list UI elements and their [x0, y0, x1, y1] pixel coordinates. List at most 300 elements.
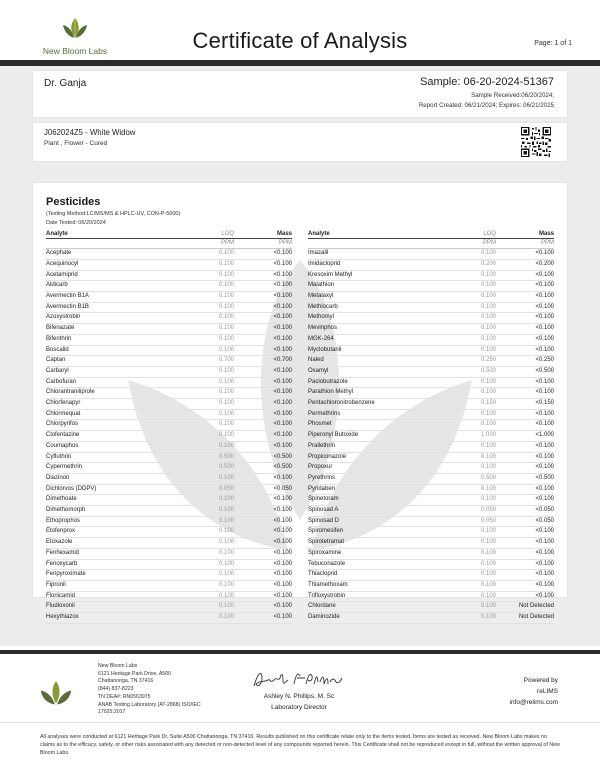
table-row	[308, 581, 554, 592]
mass-cell: <0.100	[244, 431, 292, 442]
mass-cell: <0.100	[244, 570, 292, 581]
loq-cell: 0.250	[458, 356, 506, 367]
analyte-cell: Chlormequat	[46, 409, 196, 420]
loq-cell: 0.100	[458, 313, 506, 324]
table-row	[46, 345, 292, 356]
analyte-cell: Prallethrin	[308, 441, 458, 452]
loq-cell: 0.100	[196, 506, 244, 517]
table-row	[46, 591, 292, 602]
mass-cell: <0.500	[506, 473, 554, 484]
loq-cell: 0.100	[458, 538, 506, 549]
footer-bar	[0, 650, 600, 654]
loq-cell: 0.100	[458, 249, 506, 260]
analyte-cell: Imazalil	[308, 249, 458, 260]
analyte-cell: Thiamethoxam	[308, 581, 458, 592]
lab-logo	[30, 14, 120, 62]
units-row	[308, 238, 554, 249]
loq-cell: 0.100	[196, 345, 244, 356]
loq-cell: 0.100	[458, 441, 506, 452]
mass-cell: <0.050	[506, 516, 554, 527]
analyte-cell: Acequinocyl	[46, 259, 196, 270]
table-row	[308, 484, 554, 495]
loq-cell: 0.100	[458, 527, 506, 538]
loq-cell: 0.100	[196, 516, 244, 527]
loq-cell: 0.100	[458, 292, 506, 303]
table-row	[308, 356, 554, 367]
mass-cell: <0.100	[244, 495, 292, 506]
analyte-cell: Piperonyl Butoxide	[308, 431, 458, 442]
date-tested: Date Tested: 06/20/2024	[46, 220, 106, 226]
mass-cell: <0.100	[506, 302, 554, 313]
logo-text: New Bloom Labs	[42, 46, 108, 56]
analyte-cell: Metalaxyl	[308, 292, 458, 303]
lab-address-line: Chattanooga, TN 37416	[98, 678, 154, 685]
analyte-cell: Etofenprox	[46, 527, 196, 538]
loq-cell: 0.100	[458, 270, 506, 281]
table-row	[46, 548, 292, 559]
table-row	[46, 292, 292, 303]
analyte-cell: Spiromesifen	[308, 527, 458, 538]
analyte-cell: Methomyl	[308, 313, 458, 324]
loq-cell: 0.100	[196, 420, 244, 431]
loq-cell: 1.000	[458, 431, 506, 442]
table-row	[308, 473, 554, 484]
table-row	[46, 377, 292, 388]
mass-cell: <0.100	[244, 548, 292, 559]
report-dates: Report Created: 06/21/2024; Expires: 06/21/2025	[418, 102, 554, 109]
table-row	[46, 452, 292, 463]
sample-id: Sample: 06-20-2024-51367	[420, 76, 554, 88]
table-row	[46, 506, 292, 517]
mass-cell: <0.100	[244, 602, 292, 613]
loq-cell: 0.100	[458, 324, 506, 335]
table-row	[46, 527, 292, 538]
table-row	[46, 399, 292, 410]
loq-unit: PPM	[196, 238, 244, 249]
table-row	[308, 431, 554, 442]
mass-cell: <0.500	[244, 452, 292, 463]
table-row	[46, 313, 292, 324]
table-row	[46, 602, 292, 613]
analyte-cell: Spirotetramat	[308, 538, 458, 549]
analyte-cell: Chlorpyrifos	[46, 420, 196, 431]
mass-cell: <0.100	[506, 538, 554, 549]
lab-address-line: ANAB Testing Laboratory (AT-2868) ISO/IEC	[98, 701, 201, 708]
analyte-cell: Avermectin B1A	[46, 292, 196, 303]
loq-cell: 0.100	[196, 270, 244, 281]
table-row	[46, 366, 292, 377]
mass-cell: <0.050	[506, 506, 554, 517]
loq-cell: 0.100	[196, 399, 244, 410]
table-row	[308, 538, 554, 549]
analyte-cell: Chlorfenapyr	[46, 399, 196, 410]
powered-by-brand[interactable]: reLIMS	[537, 688, 558, 695]
units-blank	[308, 238, 458, 249]
analyte-cell: Flonicamid	[46, 591, 196, 602]
column-header-analyte: Analyte	[46, 230, 196, 238]
table-row	[308, 409, 554, 420]
analyte-cell: Phosmet	[308, 420, 458, 431]
loq-cell: 0.100	[196, 324, 244, 335]
loq-cell: 0.100	[196, 581, 244, 592]
loq-cell: 0.100	[196, 602, 244, 613]
mass-cell: <0.100	[506, 591, 554, 602]
powered-by-email[interactable]: info@relims.com	[509, 699, 558, 706]
signature-image	[250, 668, 350, 692]
lab-address-line: 17025:2017	[98, 709, 126, 716]
mass-cell: <0.500	[506, 366, 554, 377]
table-row	[46, 302, 292, 313]
table-row	[46, 409, 292, 420]
mass-cell: <0.050	[244, 484, 292, 495]
table-row	[46, 538, 292, 549]
mass-cell: <0.200	[506, 259, 554, 270]
loq-cell: 0.100	[458, 548, 506, 559]
analyte-cell: Etoxazole	[46, 538, 196, 549]
loq-cell: 0.500	[458, 366, 506, 377]
loq-cell: 0.100	[196, 538, 244, 549]
loq-cell: 0.100	[196, 559, 244, 570]
analyte-cell: Fipronil	[46, 581, 196, 592]
analyte-cell: Acetamiprid	[46, 270, 196, 281]
mass-cell: <0.100	[506, 420, 554, 431]
table-row	[46, 259, 292, 270]
report-header	[0, 0, 600, 66]
mass-cell: <0.100	[244, 281, 292, 292]
mass-cell: <0.100	[244, 538, 292, 549]
loq-cell: 0.100	[196, 313, 244, 324]
table-row	[308, 249, 554, 260]
mass-cell: <0.100	[244, 506, 292, 517]
analyte-cell: Dichlorvos (DDPV)	[46, 484, 196, 495]
table-row	[46, 249, 292, 260]
product-name: J062024Z5 - White Widow	[44, 128, 136, 137]
table-row	[46, 431, 292, 442]
loq-cell: 0.100	[196, 388, 244, 399]
powered-by-label: Powered by	[523, 677, 558, 684]
analyte-cell: Naled	[308, 356, 458, 367]
table-row	[46, 270, 292, 281]
mass-cell: <0.100	[506, 270, 554, 281]
analyte-cell: Pyridaben	[308, 484, 458, 495]
loq-cell: 0.100	[196, 527, 244, 538]
table-row	[46, 473, 292, 484]
loq-cell: 0.100	[196, 613, 244, 624]
analyte-cell: Carbofuran	[46, 377, 196, 388]
analyte-cell: Chlorantraniliprole	[46, 388, 196, 399]
table-row	[308, 399, 554, 410]
analyte-cell: Aldicarb	[46, 281, 196, 292]
analyte-cell: Spinosad D	[308, 516, 458, 527]
analyte-cell: Malathion	[308, 281, 458, 292]
analyte-cell: Propiconazole	[308, 452, 458, 463]
loq-cell: 0.100	[196, 259, 244, 270]
analyte-cell: Dimethoate	[46, 495, 196, 506]
loq-cell: 0.050	[458, 506, 506, 517]
analyte-cell: Propoxur	[308, 463, 458, 474]
loq-cell: 0.100	[458, 345, 506, 356]
analyte-cell: Thiacloprid	[308, 570, 458, 581]
mass-cell: <0.100	[506, 249, 554, 260]
mass-cell: <0.100	[506, 559, 554, 570]
mass-cell: <0.100	[244, 559, 292, 570]
analyte-cell: Tebuconazole	[308, 559, 458, 570]
mass-unit: PPM	[244, 238, 292, 249]
table-row	[46, 484, 292, 495]
loq-cell: 0.100	[458, 495, 506, 506]
analyte-cell: Fenhexamid	[46, 548, 196, 559]
analyte-cell: Spinosad A	[308, 506, 458, 517]
analyte-cell: Spiroxamine	[308, 548, 458, 559]
mass-cell: <0.100	[506, 495, 554, 506]
mass-cell: <0.100	[244, 473, 292, 484]
analyte-cell: Bifenthrin	[46, 334, 196, 345]
loq-cell: 0.500	[196, 452, 244, 463]
mass-cell: <0.100	[244, 334, 292, 345]
loq-cell: 0.100	[196, 441, 244, 452]
loq-cell: 0.100	[458, 463, 506, 474]
table-row	[308, 591, 554, 602]
mass-cell: <0.100	[506, 292, 554, 303]
column-header-loq: LOQ	[196, 230, 244, 238]
table-row	[308, 366, 554, 377]
analyte-cell: Coumaphos	[46, 441, 196, 452]
analyte-cell: Paclobutrazole	[308, 377, 458, 388]
analyte-cell: Kresoxim Methyl	[308, 270, 458, 281]
table-row	[308, 506, 554, 517]
results-table-right	[308, 230, 554, 624]
table-row	[308, 613, 554, 624]
mass-cell: <0.100	[506, 377, 554, 388]
analyte-cell: Methiocarb	[308, 302, 458, 313]
footer-divider	[0, 722, 600, 723]
table-row	[46, 334, 292, 345]
analyte-cell: Clofentazine	[46, 431, 196, 442]
table-row	[46, 613, 292, 624]
loq-cell: 0.700	[196, 356, 244, 367]
analyte-cell: Trifloxystrobin	[308, 591, 458, 602]
mass-cell: <0.100	[244, 324, 292, 335]
column-header-mass: Mass	[244, 230, 292, 238]
mass-cell: <0.100	[244, 613, 292, 624]
analyte-cell: Pyrethrins	[308, 473, 458, 484]
product-type: Plant , Flower - Cured	[44, 140, 108, 147]
loq-cell: 0.100	[458, 409, 506, 420]
loq-cell: 0.100	[196, 473, 244, 484]
section-title: Pesticides	[46, 196, 101, 208]
table-row	[46, 356, 292, 367]
mass-cell: <0.100	[244, 409, 292, 420]
analyte-cell: Myclobutanil	[308, 345, 458, 356]
analyte-cell: Fenoxycarb	[46, 559, 196, 570]
analyte-cell: Carbaryl	[46, 366, 196, 377]
loq-cell: 0.100	[458, 570, 506, 581]
loq-cell: 0.100	[458, 613, 506, 624]
loq-cell: 0.100	[458, 602, 506, 613]
mass-cell: <0.100	[244, 441, 292, 452]
analyte-cell: Chlordane	[308, 602, 458, 613]
table-row	[308, 302, 554, 313]
mass-cell: <0.150	[506, 399, 554, 410]
mass-cell: <0.100	[244, 259, 292, 270]
bloom-logo-icon	[60, 14, 90, 44]
analyte-cell: Cyfluthrin	[46, 452, 196, 463]
loq-cell: 0.500	[458, 473, 506, 484]
mass-cell: <0.100	[244, 292, 292, 303]
mass-cell: <0.100	[244, 581, 292, 592]
analyte-cell: Spinetoram	[308, 495, 458, 506]
mass-cell: <0.100	[506, 409, 554, 420]
mass-cell: <0.100	[244, 377, 292, 388]
mass-cell: <0.100	[506, 452, 554, 463]
analyte-cell: MGK-264	[308, 334, 458, 345]
mass-cell: <1.000	[506, 431, 554, 442]
table-row	[308, 495, 554, 506]
mass-cell: <0.100	[506, 581, 554, 592]
loq-cell: 0.050	[196, 484, 244, 495]
table-row	[308, 570, 554, 581]
analyte-cell: Acephate	[46, 249, 196, 260]
analyte-cell: Oxamyl	[308, 366, 458, 377]
footer-logo-icon	[38, 680, 74, 708]
disclaimer: All analyses were conducted at 6121 Heritage Park Dr, Suite A500 Chattanooga, TN 37416. Results published on this certificate relate only to the items tested. Items are tested as received. New Bloom Labs makes no claims as to the efficacy, safety, or other risks associated with any detected or non-detected level of any compounds reported herein. This Certificate shall not be reproduced except in full, without the written approval of New Bloom Labs.	[40, 734, 560, 756]
loq-cell: 0.100	[196, 495, 244, 506]
mass-cell: <0.100	[244, 399, 292, 410]
table-row	[308, 281, 554, 292]
analyte-cell: Dimethomorph	[46, 506, 196, 517]
loq-cell: 0.100	[196, 334, 244, 345]
loq-cell: 0.100	[458, 281, 506, 292]
table-row	[46, 516, 292, 527]
mass-cell: <0.100	[506, 281, 554, 292]
lab-address-line: New Bloom Labs	[98, 663, 138, 669]
mass-cell: <0.100	[506, 388, 554, 399]
loq-cell: 0.100	[196, 570, 244, 581]
analyte-cell: Imidacloprid	[308, 259, 458, 270]
analyte-cell: Bifenazate	[46, 324, 196, 335]
units-row	[46, 238, 292, 249]
table-row	[46, 495, 292, 506]
table-row	[46, 441, 292, 452]
analyte-cell: Azoxystrobin	[46, 313, 196, 324]
mass-cell: <0.100	[244, 366, 292, 377]
column-header-mass: Mass	[506, 230, 554, 238]
mass-cell: <0.100	[244, 388, 292, 399]
loq-cell: 0.100	[458, 302, 506, 313]
mass-cell: <0.100	[506, 570, 554, 581]
loq-cell: 0.100	[196, 249, 244, 260]
signer-name: Ashley N. Phillips, M. Sc	[263, 693, 335, 700]
loq-cell: 0.500	[196, 463, 244, 474]
page-number: Page: 1 of 1	[534, 40, 572, 47]
analyte-cell: Fenpyroximate	[46, 570, 196, 581]
table-row	[308, 463, 554, 474]
mass-unit: PPM	[506, 238, 554, 249]
table-row	[46, 324, 292, 335]
table-row	[308, 527, 554, 538]
loq-cell: 0.150	[458, 399, 506, 410]
analyte-cell: Ethoprophos	[46, 516, 196, 527]
loq-cell: 0.100	[196, 302, 244, 313]
mass-cell: <0.100	[244, 420, 292, 431]
analyte-cell: Mevinphos	[308, 324, 458, 335]
mass-cell: Not Detected	[506, 613, 554, 624]
table-row	[46, 570, 292, 581]
table-row	[308, 548, 554, 559]
analyte-cell: Pentachloronitrobenzene	[308, 399, 458, 410]
table-row	[46, 281, 292, 292]
column-header-analyte: Analyte	[308, 230, 458, 238]
units-blank	[46, 238, 196, 249]
table-row	[308, 441, 554, 452]
mass-cell: <0.100	[244, 527, 292, 538]
mass-cell: <0.250	[506, 356, 554, 367]
table-row	[308, 388, 554, 399]
table-row	[46, 559, 292, 570]
table-row	[308, 602, 554, 613]
mass-cell: <0.100	[506, 463, 554, 474]
mass-cell: <0.100	[244, 270, 292, 281]
analyte-cell: Daminozide	[308, 613, 458, 624]
loq-cell: 0.100	[196, 292, 244, 303]
testing-method: (Testing Method:LC/MS/MS & HPLC-UV, CON-P-5000)	[46, 211, 181, 217]
table-row	[308, 259, 554, 270]
mass-cell: Not Detected	[506, 602, 554, 613]
mass-cell: <0.100	[244, 302, 292, 313]
loq-cell: 0.100	[196, 431, 244, 442]
loq-cell: 0.100	[196, 591, 244, 602]
sample-received: Sample Received:06/20/2024;	[471, 92, 554, 99]
loq-cell: 0.100	[458, 334, 506, 345]
table-row	[308, 334, 554, 345]
lab-address	[98, 663, 201, 717]
analyte-cell: Captan	[46, 356, 196, 367]
table-row	[46, 463, 292, 474]
loq-cell: 0.100	[196, 366, 244, 377]
column-header-loq: LOQ	[458, 230, 506, 238]
loq-cell: 0.100	[458, 388, 506, 399]
mass-cell: <0.100	[244, 313, 292, 324]
table-row	[308, 324, 554, 335]
analyte-cell: Hexythiazox	[46, 613, 196, 624]
loq-cell: 0.100	[196, 281, 244, 292]
loq-unit: PPM	[458, 238, 506, 249]
mass-cell: <0.100	[506, 324, 554, 335]
table-row	[308, 292, 554, 303]
table-row	[308, 420, 554, 431]
loq-cell: 0.100	[458, 452, 506, 463]
loq-cell: 0.100	[458, 581, 506, 592]
client-name: Dr. Ganja	[44, 78, 87, 89]
mass-cell: <0.100	[506, 334, 554, 345]
loq-cell: 0.100	[458, 591, 506, 602]
lab-address-line: TN DEA#: RN0563975	[98, 693, 151, 700]
table-row	[308, 313, 554, 324]
loq-cell: 0.100	[458, 484, 506, 495]
loq-cell: 0.100	[196, 548, 244, 559]
mass-cell: <0.100	[506, 548, 554, 559]
mass-cell: <0.100	[244, 345, 292, 356]
mass-cell: <0.700	[244, 356, 292, 367]
analyte-cell: Avermectin B1B	[46, 302, 196, 313]
table-row	[308, 270, 554, 281]
analyte-cell: Boscalid	[46, 345, 196, 356]
mass-cell: <0.100	[506, 441, 554, 452]
qr-code-icon[interactable]	[521, 127, 551, 157]
loq-cell: 0.100	[196, 377, 244, 388]
analyte-cell: Permethrins	[308, 409, 458, 420]
mass-cell: <0.100	[506, 345, 554, 356]
